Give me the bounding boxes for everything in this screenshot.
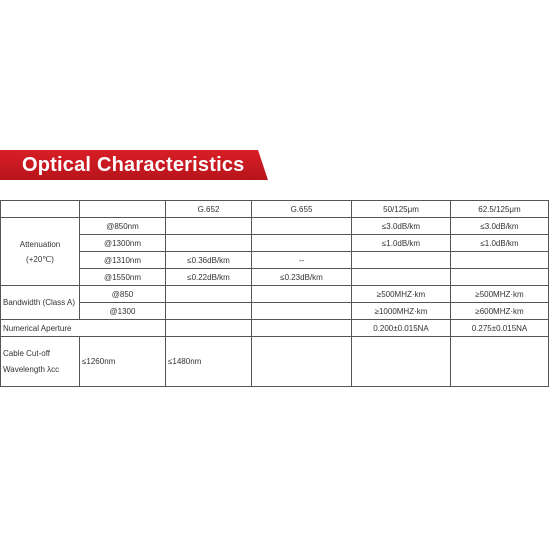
table-row	[1, 235, 549, 252]
table-cell: @1300	[80, 303, 166, 320]
header-cell	[80, 201, 166, 218]
header-cell-g655: G.655	[252, 201, 352, 218]
table-row	[1, 252, 549, 269]
table-cell	[451, 252, 549, 269]
table-cell: ≤1480nm	[166, 337, 252, 387]
table-cell: ≤3.0dB/km	[451, 218, 549, 235]
table-cell: @1550nm	[80, 269, 166, 286]
table-cell	[166, 320, 252, 337]
table-cell: ≥600MHZ·km	[451, 303, 549, 320]
table-cell: ≤0.23dB/km	[252, 269, 352, 286]
table-cell: ≤1260nm	[80, 337, 166, 387]
page-title: Optical Characteristics	[22, 154, 245, 176]
table-cell	[451, 337, 549, 387]
table-cell	[252, 286, 352, 303]
table-cell	[352, 269, 451, 286]
header-cell-62-5-125: 62.5/125μm	[451, 201, 549, 218]
table-cell: ≤3.0dB/km	[352, 218, 451, 235]
table-cell	[352, 252, 451, 269]
table-cell: ≤1.0dB/km	[352, 235, 451, 252]
numerical-aperture-label: Numerical Aperture	[1, 320, 166, 337]
table-row	[1, 286, 549, 303]
cutoff-label	[1, 337, 80, 387]
table-cell: @1300nm	[80, 235, 166, 252]
table-row	[1, 218, 549, 235]
cutoff-label-line1: Cable Cut-off	[3, 348, 50, 358]
table-cell: @850	[80, 286, 166, 303]
header-cell-50-125: 50/125μm	[352, 201, 451, 218]
table-row	[1, 269, 549, 286]
optical-characteristics-table	[0, 200, 549, 387]
table-cell	[252, 320, 352, 337]
table-cell	[166, 218, 252, 235]
table-cell	[252, 337, 352, 387]
table-row	[1, 303, 549, 320]
attenuation-label-line1: Attenuation	[19, 239, 61, 249]
table-row	[1, 337, 549, 387]
header-cell	[1, 201, 80, 218]
table-cell: @1310nm	[80, 252, 166, 269]
table-cell	[166, 235, 252, 252]
table-cell	[252, 235, 352, 252]
table-row	[1, 320, 549, 337]
table-cell: 0.200±0.015NA	[352, 320, 451, 337]
table-cell	[451, 269, 549, 286]
attenuation-label-line2: (+20℃)	[26, 254, 54, 264]
table-cell	[166, 286, 252, 303]
header-cell-g652: G.652	[166, 201, 252, 218]
table-cell: 0.275±0.015NA	[451, 320, 549, 337]
section-banner	[0, 150, 270, 180]
table-cell	[252, 303, 352, 320]
table-header-row	[1, 201, 549, 218]
table-cell: @850nm	[80, 218, 166, 235]
table-cell	[352, 337, 451, 387]
table-cell	[252, 218, 352, 235]
attenuation-label	[1, 218, 80, 286]
table-cell: --	[252, 252, 352, 269]
table-cell	[166, 303, 252, 320]
table-cell: ≤0.22dB/km	[166, 269, 252, 286]
table-cell: ≤0.36dB/km	[166, 252, 252, 269]
table-cell: ≤1.0dB/km	[451, 235, 549, 252]
bandwidth-label: Bandwidth (Class A)	[1, 286, 80, 320]
cutoff-label-line2: Wavelength λcc	[3, 364, 60, 374]
table-cell: ≥1000MHZ·km	[352, 303, 451, 320]
table-cell: ≥500MHZ·km	[352, 286, 451, 303]
table-cell: ≥500MHZ·km	[451, 286, 549, 303]
